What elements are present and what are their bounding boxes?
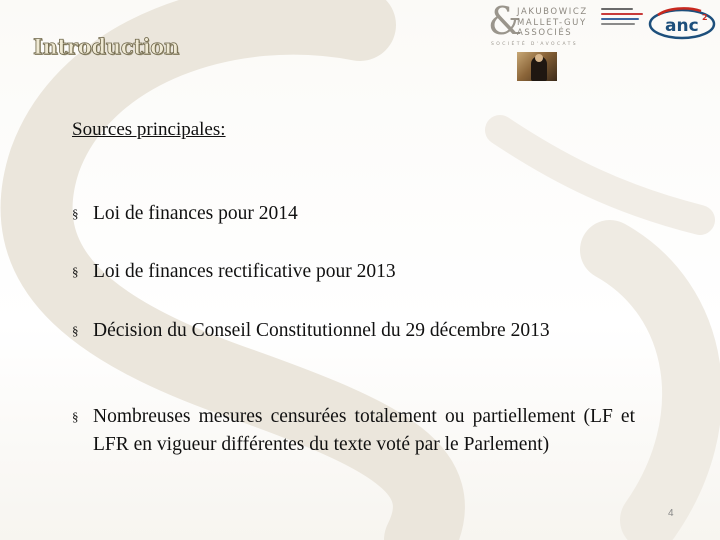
bullet-item bbox=[72, 317, 635, 345]
bullet-text: Décision du Conseil Constitutionnel du 29 décembre 2013 bbox=[93, 320, 550, 341]
firm-name-line2: MALLET-GUY bbox=[517, 17, 587, 28]
bullet-item bbox=[72, 200, 635, 228]
bullet-text: Loi de finances pour 2014 bbox=[93, 203, 298, 224]
slide-title: Introduction bbox=[33, 34, 179, 59]
partner-tagline-graphic bbox=[601, 8, 643, 34]
bullet-marker: § bbox=[72, 264, 79, 279]
bullet-marker: § bbox=[72, 206, 79, 221]
anc-logo-text: anc bbox=[665, 16, 699, 36]
logo-photo bbox=[517, 52, 557, 81]
bullet-marker: § bbox=[72, 409, 79, 424]
bullet-item bbox=[72, 403, 635, 459]
firm-name-line3: ASSOCIÉS bbox=[517, 28, 573, 38]
firm-logo bbox=[488, 0, 592, 48]
bullet-text: Loi de finances rectificative pour 2013 bbox=[93, 261, 396, 282]
firm-name-line1: JAKUBOWICZ bbox=[517, 7, 588, 17]
ampersand-icon: & bbox=[488, 0, 522, 43]
page-number: 4 bbox=[668, 508, 674, 519]
bullet-marker: § bbox=[72, 323, 79, 338]
bullet-item bbox=[72, 258, 635, 286]
anc-logo bbox=[646, 6, 716, 40]
section-subtitle: Sources principales: bbox=[72, 119, 226, 140]
firm-tagline: SOCIÉTÉ D'AVOCATS bbox=[491, 42, 579, 47]
anc-logo-superscript: 2 bbox=[702, 13, 708, 22]
bullet-text: Nombreuses mesures censurées totalement ou partiellement (LF et LFR en vigueur différentes du texte voté par le Parlement) bbox=[93, 406, 635, 455]
